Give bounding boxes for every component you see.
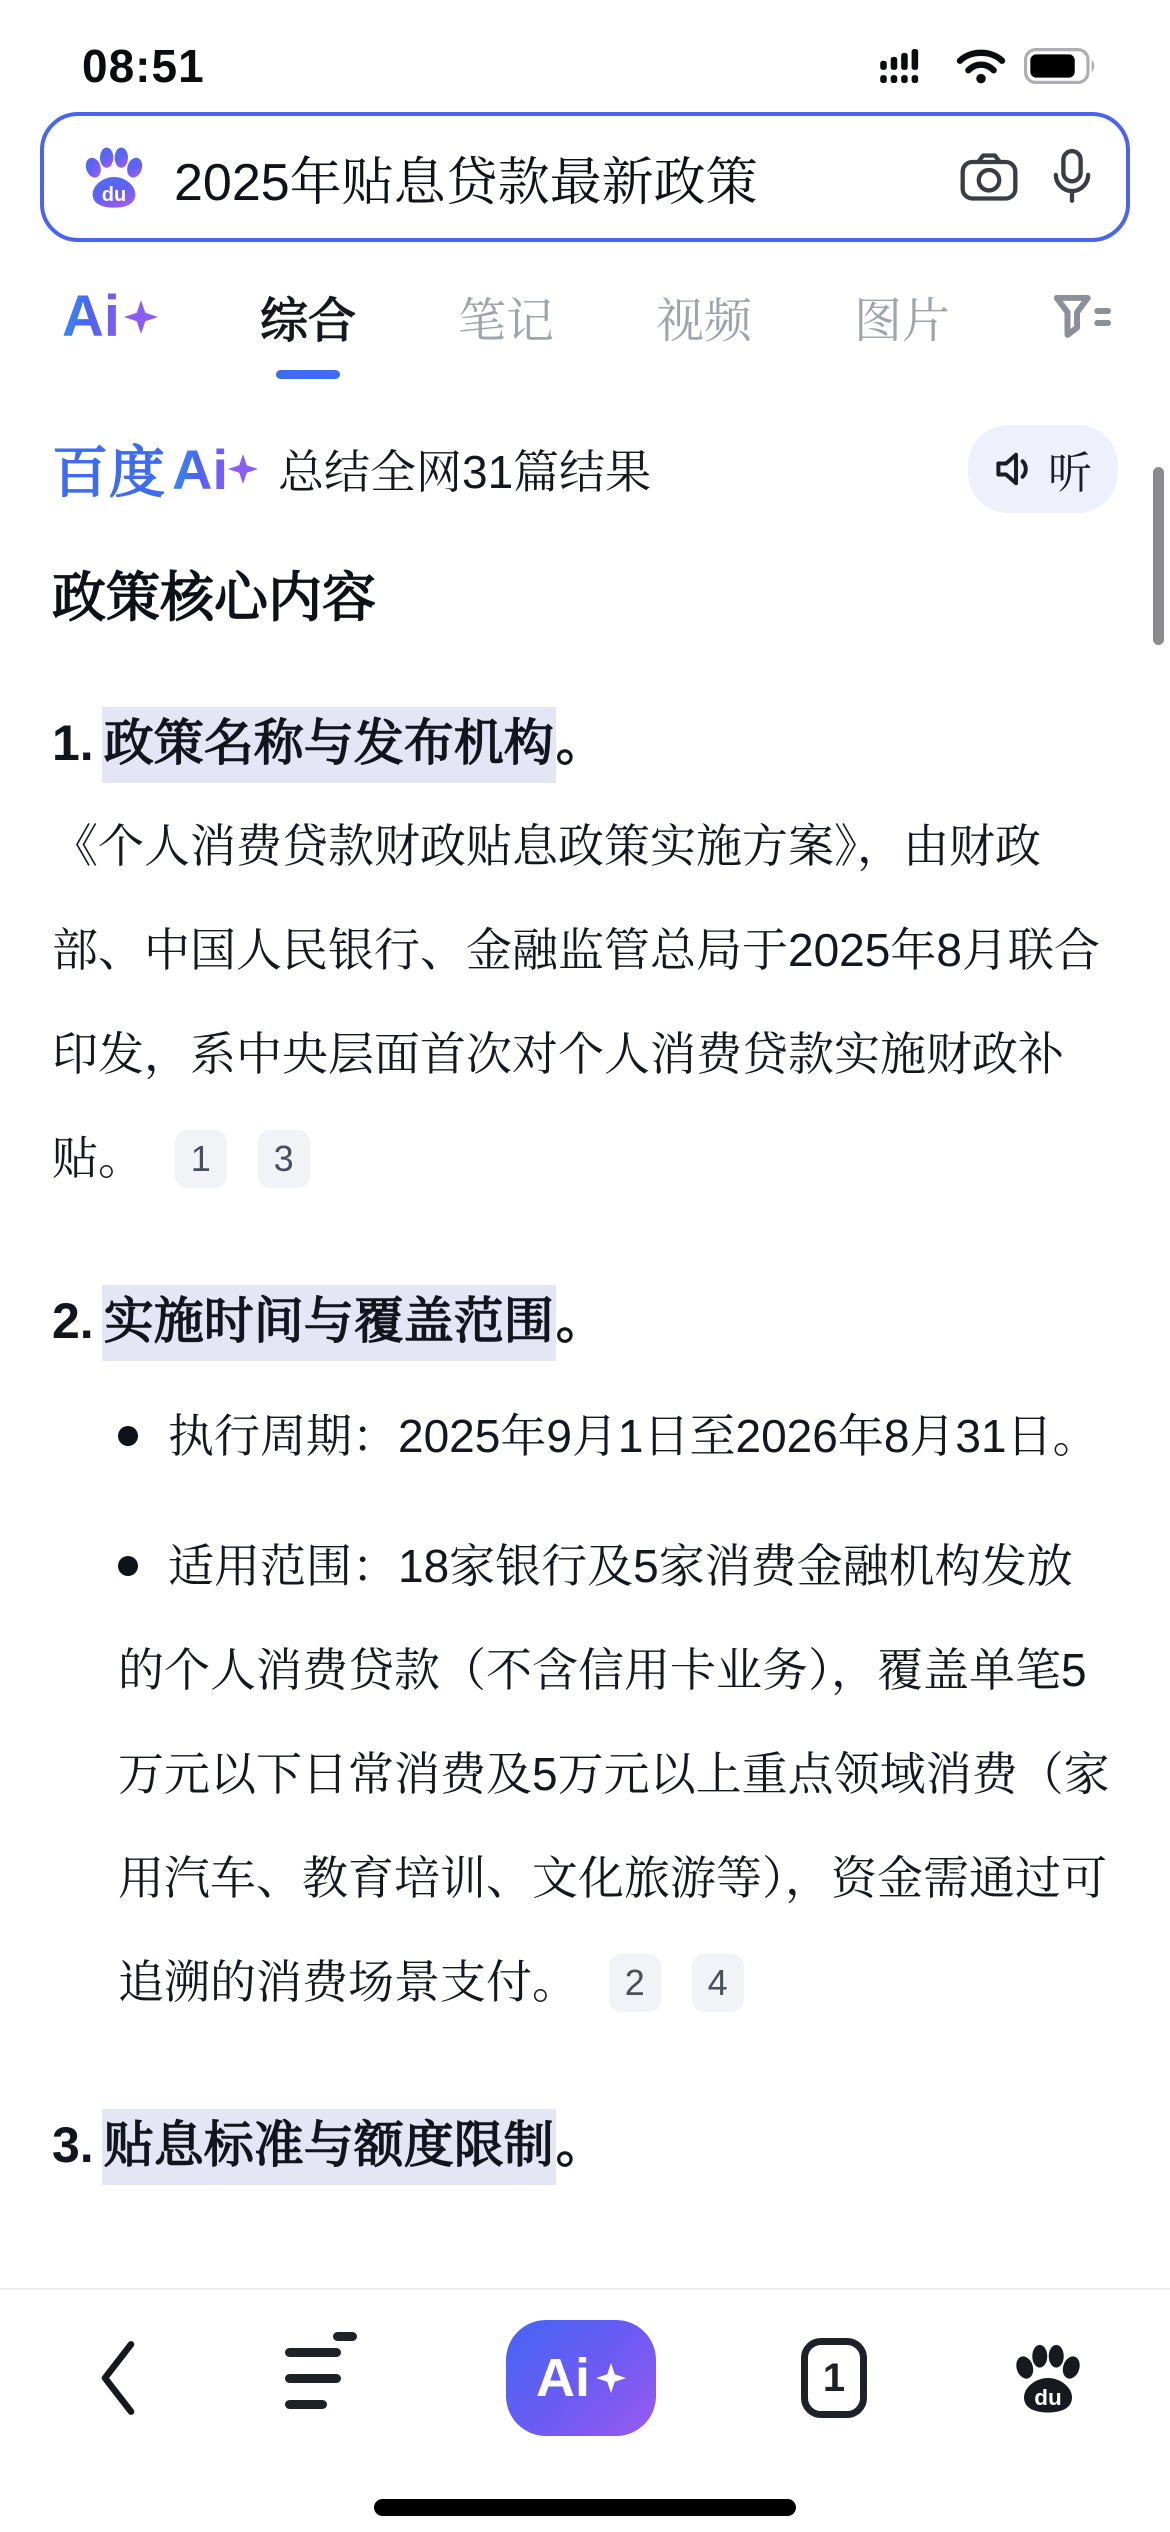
sparkle-icon <box>596 2363 626 2393</box>
highlighted-title: 贴息标准与额度限制 <box>102 2109 556 2185</box>
search-query: 2025年贴息贷款最新政策 <box>174 153 758 212</box>
citation-chip[interactable]: 3 <box>258 1130 310 1188</box>
section-paragraph: 《个人消费贷款财政贴息政策实施方案》，由财政部、中国人民银行、金融监管总局于2025年8月联合印发，系中央层面首次对个人消费贷款实施财政补贴。 1 3 <box>52 794 1118 1210</box>
bullet-dot <box>118 1556 138 1576</box>
section-title: 3. 贴息标准与额度限制。 <box>52 2108 1118 2182</box>
filter-icon[interactable] <box>1052 293 1114 341</box>
tab-ai-plus[interactable]: Ai <box>62 283 158 350</box>
tab-images[interactable]: 图片 <box>853 295 950 348</box>
menu-icon <box>285 2348 341 2357</box>
section-title: 1. 政策名称与发布机构。 <box>52 706 1118 780</box>
tab-videos[interactable]: 视频 <box>655 295 752 348</box>
bottom-nav <box>0 2288 1170 2532</box>
baidu-ai-logo: Ai <box>172 437 258 502</box>
notification-dot <box>333 2332 357 2341</box>
tabs-count-button[interactable]: 1 <box>801 2338 867 2418</box>
tab-comprehensive[interactable]: 综合 <box>260 282 356 351</box>
tab-strip <box>0 242 1170 385</box>
citation-chip[interactable]: 4 <box>692 1954 744 2012</box>
ai-summary-header <box>52 425 1118 513</box>
camera-icon[interactable] <box>960 152 1018 202</box>
page-title: 政策核心内容 <box>52 568 376 628</box>
section-number: 3. <box>52 2117 94 2173</box>
battery-icon <box>1024 48 1098 84</box>
status-icons <box>880 46 1098 86</box>
svg-text:du: du <box>101 184 127 206</box>
sparkle-icon <box>124 300 158 334</box>
speaker-icon <box>994 449 1038 489</box>
baidu-home-paw-button[interactable] <box>1012 2342 1084 2414</box>
highlighted-title: 政策名称与发布机构 <box>102 707 556 783</box>
summary-headline: 总结全网31篇结果 <box>278 446 652 498</box>
menu-button[interactable] <box>285 2348 361 2409</box>
bullet-item: 执行周期：2025年9月1日至2026年8月31日。 <box>118 1384 1118 1488</box>
baidu-brand-logo: 百度 <box>52 441 166 504</box>
bullet-item: 适用范围：18家银行及5家消费金融机构发放的个人消费贷款（不含信用卡业务），覆盖单笔5万元以下日常消费及5万元以上重点领域消费（家用汽车、教育培训、文化旅游等），资金需通过可追溯的消费场景支付。 2 4 <box>118 1514 1118 2034</box>
home-indicator[interactable] <box>374 2499 796 2516</box>
listen-button[interactable]: 听 <box>968 425 1118 513</box>
mic-icon[interactable] <box>1052 149 1092 205</box>
section-title: 2. 实施时间与覆盖范围。 <box>52 1284 1118 1358</box>
citation-chip[interactable]: 1 <box>175 1130 227 1188</box>
cellular-signal-icon <box>880 49 938 83</box>
bullet-dot <box>118 1426 138 1446</box>
tab-notes[interactable]: 笔记 <box>457 295 554 348</box>
scrollbar[interactable] <box>1153 467 1164 645</box>
status-time: 08:51 <box>82 40 205 92</box>
section-number: 2. <box>52 1293 94 1349</box>
svg-text:du: du <box>1034 2385 1062 2410</box>
results-content <box>0 385 1170 2223</box>
highlighted-title: 实施时间与覆盖范围 <box>102 1285 556 1361</box>
section-number: 1. <box>52 715 94 771</box>
wifi-icon <box>954 46 1008 86</box>
back-button[interactable] <box>96 2340 140 2416</box>
baidu-paw-logo-icon <box>82 145 146 209</box>
search-bar[interactable] <box>40 112 1130 242</box>
sparkle-icon <box>228 454 258 484</box>
bullet-item <box>118 2208 1118 2223</box>
citation-chip[interactable]: 2 <box>609 1954 661 2012</box>
ai-assistant-button[interactable]: Ai <box>506 2320 656 2436</box>
status-bar <box>0 0 1170 96</box>
